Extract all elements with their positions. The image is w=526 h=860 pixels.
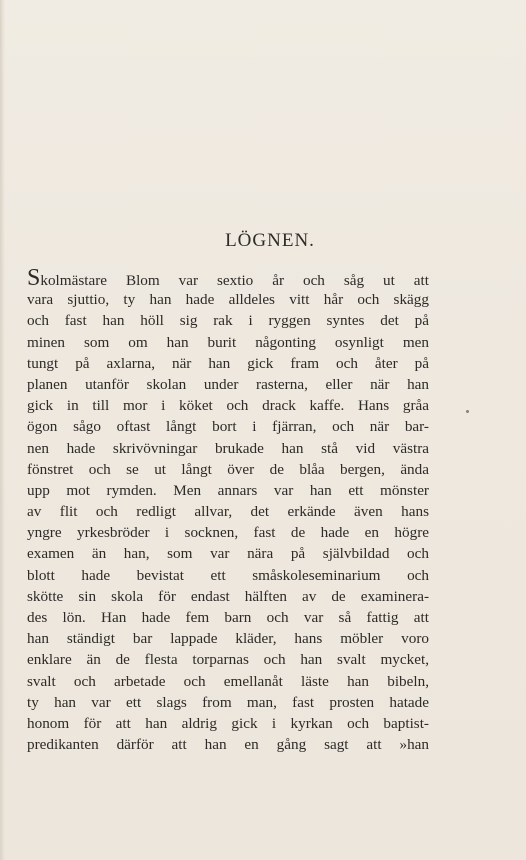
- drop-cap: S: [27, 265, 41, 291]
- text-line: predikanten därför att han en gång sagt att »han: [27, 736, 429, 754]
- text-line: och fast han höll sig rak i ryggen syntes det på: [27, 312, 429, 330]
- text-line: gick in till mor i köket och drack kaffe. Hans gråa: [27, 397, 429, 415]
- text-line: vara sjuttio, ty han hade alldeles vitt hår och skägg: [27, 291, 429, 309]
- text-line: [27, 265, 429, 291]
- text-line: des lön. Han hade fem barn och var så fattig att: [27, 609, 429, 626]
- text-line: fönstret och se ut långt över de blåa bergen, ända: [27, 460, 429, 478]
- text-line: ögon sågo oftast långt bort i fjärran, och när bar-: [27, 418, 429, 436]
- text-line: upp mot rymden. Men annars var han ett mönster: [27, 481, 429, 499]
- text-line: skötte sin skola för endast hälften av de examinera-: [27, 587, 429, 605]
- paper-speck: [466, 410, 469, 413]
- text-line: yngre yrkesbröder i socknen, fast de hade en högre: [27, 524, 429, 542]
- text-line: ty han var ett slags from man, fast prosten hatade: [27, 693, 429, 711]
- text-line: han ständigt bar lappade kläder, hans möbler voro: [27, 630, 429, 648]
- text-line: nen hade skrivövningar brukade han stå vid västra: [27, 439, 429, 457]
- body-text: [27, 265, 429, 755]
- text-line-rest: kolmästare Blom var sextio år och såg ut att: [40, 272, 429, 289]
- chapter-title: LÖGNEN.: [225, 230, 315, 251]
- text-line: svalt och arbetade och emellanåt läste han bibeln,: [27, 672, 429, 690]
- text-line: minen som om han burit någonting osynligt men: [27, 333, 429, 351]
- text-line: tungt på axlarna, när han gick fram och åter på: [27, 354, 429, 372]
- text-line: av flit och redligt allvar, det erkände även hans: [27, 503, 429, 521]
- text-line: honom för att han aldrig gick i kyrkan och baptist-: [27, 714, 429, 732]
- text-line: enklare än de flesta torparnas och han svalt mycket,: [27, 651, 429, 669]
- text-line: planen utanför skolan under rasterna, eller när han: [27, 375, 429, 393]
- page-edge-shadow: [0, 0, 5, 860]
- text-line: blott hade bevistat ett småskoleseminarium och: [27, 566, 429, 584]
- text-line: examen än han, som var nära på självbildad och: [27, 545, 429, 563]
